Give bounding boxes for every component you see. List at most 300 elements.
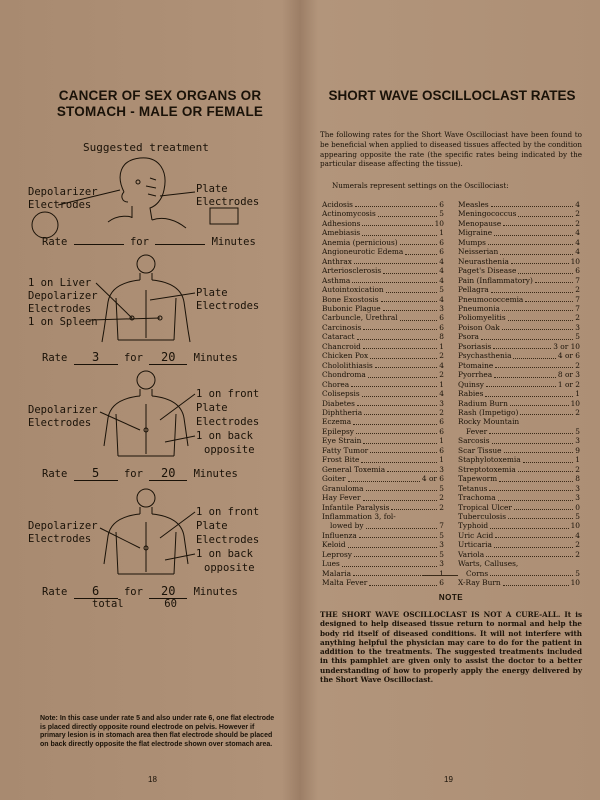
leader-dots [504,446,574,453]
condition-name: Quinsy [458,379,484,389]
condition-name: Frost Bite [322,455,360,465]
rate-value: 2 [575,360,580,370]
fig1-minutes-label: Minutes [211,236,256,248]
condition-name: Neurasthenia [458,256,509,266]
condition-name: Eczema [322,417,352,427]
rate-value: 4 or 6 [421,474,444,484]
leader-dots [375,361,437,368]
fig1-head-drawing [108,158,186,228]
condition-name: Keloid [322,540,346,550]
condition-name: Rash (Impetigo) [458,407,519,417]
rate-value: 2 [439,407,444,417]
right-page-intro: The following rates for the Short Wave Oscillociast have been found to be beneficial when applied to diseased tissues affected by the condition appearing opposite the rate (the specific rates being indicated by the particular disease affecting the tissue). [320,130,582,169]
fig2-for-label: for [123,352,143,364]
fig3-right-label-5: opposite [204,444,255,456]
leader-dots [405,247,437,254]
leader-dots [494,370,556,377]
rate-row [458,313,580,322]
rate-row [458,559,580,568]
rate-value: 3 [439,398,444,408]
fig3-rate-label: Rate [42,468,68,480]
fig4-torso-drawing [104,489,188,574]
leader-dots [362,228,437,235]
fig2-rate-label: Rate [42,352,68,364]
fig3-minutes-label: Minutes [193,468,238,480]
rate-value: 7 [575,275,580,285]
leader-dots [494,228,573,235]
leader-dots [383,304,438,311]
rate-value: 5 [439,530,444,540]
rate-row [458,550,580,559]
leader-dots [498,493,574,500]
fig2-minutes-value: 20 [149,350,187,365]
fig4-minutes-label: Minutes [193,586,238,598]
condition-name: Streptotoxemia [458,464,516,474]
rate-row [458,455,580,464]
fig4-left-label-2: Electrodes [28,533,92,545]
condition-name: Adhesions [322,218,361,228]
condition-name: Tapeworm [458,474,498,484]
condition-name: Diphtheria [322,407,363,417]
rate-row [322,474,444,483]
condition-name: Colisepsis [322,389,360,399]
rate-row [322,436,444,445]
leader-dots [386,285,438,292]
rate-value: 3 or 10 [553,341,580,351]
fig2-liver-pointer [96,283,132,318]
right-page-number: 19 [444,775,453,784]
rate-row [322,323,444,332]
fig3-minutes-value: 20 [149,466,187,481]
fig2-left-label-1: 1 on Liver [28,277,92,289]
leader-dots [503,578,569,585]
leader-dots [364,408,437,415]
rate-row [322,342,444,351]
rate-row [458,323,580,332]
rates-column-2 [458,200,580,588]
leader-dots [342,559,437,566]
fig3-right-label-2: Plate [196,402,228,414]
rate-value: 4 [575,237,580,247]
rate-row [322,219,444,228]
rate-row [458,521,580,530]
condition-name: Bubonic Plague [322,303,381,313]
leader-dots [502,304,573,311]
condition-name: Chondroma [322,370,366,380]
leader-dots [508,512,573,519]
fig1-right-label-1: Plate [196,183,228,195]
rate-value: 10 [434,218,444,228]
condition-name: Mumps [458,237,486,247]
rate-value: 1 [575,389,580,399]
rate-row [458,342,580,351]
condition-name: Granuloma [322,483,364,493]
rate-value: 4 [575,530,580,540]
rate-row [322,313,444,322]
rate-value: 4 [439,275,444,285]
condition-name: Eye Strain [322,436,362,446]
rate-value: 1 [439,228,444,238]
rate-row [322,408,444,417]
rate-row [322,493,444,502]
leader-dots [362,389,438,396]
condition-name: Epilepsy [322,426,354,436]
leader-dots [503,219,573,226]
leader-dots [514,503,573,510]
rate-value: 8 [439,332,444,342]
rate-value: 6 [439,322,444,332]
condition-name: Anemia (pernicious) [322,237,398,247]
leader-dots [348,474,420,481]
rate-row [458,493,580,502]
condition-name: Actinomycosis [322,209,376,219]
rate-row [458,427,580,436]
condition-name: Migraine [458,228,493,238]
fig1-rate-label: Rate [42,236,68,248]
leader-dots [486,380,556,387]
leader-dots [490,569,573,576]
fig4-left-pointer [100,528,140,548]
rate-value: 0 [575,502,580,512]
rate-row [322,209,444,218]
condition-name: Inflammation 3, fol- [322,511,396,521]
rate-value: 1 [439,436,444,446]
fig3-left-label-1: Depolarizer [28,404,98,416]
rate-row [458,399,580,408]
rate-row [458,285,580,294]
rate-row [322,417,444,426]
rate-row [322,276,444,285]
rate-value: 6 [439,313,444,323]
rate-value: 2 [575,464,580,474]
rate-value: 6 [439,200,444,209]
rate-value: 2 [439,370,444,380]
rate-value: 5 [439,483,444,493]
leader-dots [499,474,573,481]
leader-dots [511,257,569,264]
rate-value: 5 [439,209,444,219]
leader-dots [369,578,437,585]
rate-row [458,266,580,275]
rate-value: 3 [575,322,580,332]
fig4-right-label-3: Electrodes [196,534,260,546]
leader-dots [370,351,437,358]
fig1-right-pointer [160,192,195,196]
leader-dots [391,503,437,510]
note-title: NOTE [438,593,464,602]
rate-row [458,503,580,512]
fig1-for-label: for [129,236,149,248]
leader-dots [398,512,442,519]
rate-row [322,550,444,559]
rate-value: 2 [575,218,580,228]
rate-row [322,351,444,360]
rate-row [322,257,444,266]
fig4-rate-label: Rate [42,586,68,598]
fig3-front-pointer [160,394,195,420]
rate-value: 6 [439,247,444,257]
rate-value: 5 [439,549,444,559]
suggested-treatment-label: Suggested treatment [83,141,209,154]
rate-row [458,276,580,285]
rate-row [458,247,580,256]
rate-value: 4 [439,294,444,304]
fig2-right-label-1: Plate [196,287,228,299]
fig3-right-label-1: 1 on front [196,388,260,400]
leader-dots [354,550,437,557]
condition-name: Chorea [322,379,350,389]
rate-row [322,361,444,370]
condition-name: Angioneurotic Edema [322,247,404,257]
leader-dots [361,455,437,462]
condition-name: Acidosis [322,200,353,209]
fig4-right-label-4: 1 on back [196,548,253,560]
rate-row [458,209,580,218]
rate-row [458,361,580,370]
leader-dots [400,313,438,320]
condition-name: Autointoxication [322,285,384,295]
condition-name: Uric Acid [458,530,494,540]
fig3-torso-drawing [104,371,188,456]
rate-value: 4 [575,228,580,238]
condition-name: Chololithiasis [322,360,373,370]
section-divider [422,575,458,576]
rate-row [322,531,444,540]
fig4-for-label: for [123,586,143,598]
condition-name: Sarcosis [458,436,490,446]
rate-value: 6 [439,578,444,588]
condition-name: Meningococcus [458,209,517,219]
rate-row [322,228,444,237]
leader-dots [355,200,437,207]
leader-dots [493,342,551,349]
condition-name: Psychasthenia [458,351,512,361]
leader-dots [485,389,573,396]
rate-row [458,219,580,228]
rate-value: 1 [439,341,444,351]
rate-value: 5 [575,332,580,342]
leader-dots [352,276,437,283]
leader-dots [518,209,573,216]
fig2-plate-pointer [150,293,195,300]
condition-name: Tropical Ulcer [458,502,512,512]
leader-dots [368,370,438,377]
condition-name: Carcinosis [322,322,362,332]
fig4-minutes-value: 20 [149,584,187,599]
condition-name: Bone Exostosis [322,294,379,304]
fig2-left-label-3: Electrodes [28,303,92,315]
rate-row [322,332,444,341]
condition-name: Rabies [458,389,484,399]
leader-dots [520,559,578,566]
fig3-left-pointer [100,412,140,430]
rate-value: 3 [439,464,444,474]
leader-dots [523,455,574,462]
fig2-left-label-2: Depolarizer [28,290,98,302]
rate-value: 6 [439,445,444,455]
rate-value: 10 [570,578,580,588]
condition-name: X-Ray Burn [458,578,501,588]
condition-name: Paget's Disease [458,266,517,276]
leader-dots [363,493,438,500]
rates-column-1 [322,200,444,588]
condition-name: Neisserian [458,247,499,257]
rate-row [322,578,444,587]
rate-row [322,512,444,521]
fig1-left-label-2: Electrodes [28,199,92,211]
rate-value: 7 [439,521,444,531]
left-page-title: CANCER OF SEX ORGANS OR STOMACH - MALE OR FEMALE [56,88,264,119]
rate-value: 7 [575,294,580,304]
fig4-right-label-5: opposite [204,562,255,574]
leader-dots [481,332,573,339]
leader-dots [353,417,437,424]
rate-value: 5 [575,511,580,521]
leader-dots [495,361,573,368]
condition-name: Influenza [322,530,357,540]
rate-value: 9 [575,445,580,455]
rate-row [458,238,580,247]
rate-row [458,474,580,483]
rate-value: 10 [570,398,580,408]
rate-row [322,238,444,247]
fig3-right-label-4: 1 on back [196,430,253,442]
rate-value: 10 [570,256,580,266]
rate-row [458,569,580,578]
rate-value: 4 [439,389,444,399]
condition-name: Pain (Inflammatory) [458,275,533,285]
leader-dots [502,323,574,330]
rate-value: 2 [575,285,580,295]
fig1-left-label-1: Depolarizer [28,186,98,198]
fig4-back-pointer [165,554,195,560]
rate-row [322,285,444,294]
condition-name: Fatty Tumor [322,445,369,455]
rate-row [322,455,444,464]
rate-row [458,228,580,237]
leader-dots [518,266,573,273]
right-page-legend: Numerals represent settings on the Oscillociast: [332,181,509,190]
rate-value: 6 [439,426,444,436]
condition-name: Amebiasis [322,228,361,238]
leader-dots [363,436,437,443]
leader-dots [363,342,437,349]
rate-value: 3 [439,559,444,569]
rate-row [458,408,580,417]
rate-value: 1 [575,455,580,465]
leader-dots [400,238,438,245]
right-page [302,0,600,800]
rate-row [322,370,444,379]
leader-dots [520,408,573,415]
rate-value: 2 [575,407,580,417]
rate-row [458,380,580,389]
rate-row [458,484,580,493]
fig4-left-label-1: Depolarizer [28,520,98,532]
rate-row [322,266,444,275]
rate-row [458,295,580,304]
rate-row [458,351,580,360]
fig1-round-electrode [32,212,58,238]
right-page-title: SHORT WAVE OSCILLOCLAST RATES [328,88,576,103]
rate-row [322,304,444,313]
leader-dots [500,247,573,254]
condition-name: Pyorrhea [458,370,493,380]
rate-row [458,540,580,549]
rate-value: 3 [439,540,444,550]
rate-value: 1 [439,379,444,389]
fig2-left-label-4: 1 on Spleen [28,316,98,328]
rate-value: 2 [575,313,580,323]
fig4-total-label: total [92,598,124,610]
condition-name: Radium Burn [458,398,508,408]
rate-row [322,465,444,474]
rate-row [458,304,580,313]
leader-dots [363,323,437,330]
condition-name: Poison Oak [458,322,500,332]
fig2-right-label-2: Electrodes [196,300,260,312]
condition-name: Poliomyelitis [458,313,506,323]
rate-row [322,446,444,455]
leader-dots [383,266,437,273]
condition-name: Warts, Calluses, [458,559,519,569]
rate-value: 3 [575,436,580,446]
fig2-spleen-pointer [90,318,160,320]
rate-row [458,200,580,209]
fig3-rate-value: 5 [74,466,118,481]
rate-row [458,389,580,398]
rate-row [322,247,444,256]
leader-dots [387,465,437,472]
leader-dots [521,417,578,424]
rate-row [322,503,444,512]
rate-value: 10 [570,521,580,531]
rate-value: 8 [575,474,580,484]
leader-dots [381,295,438,302]
leader-dots [357,399,437,406]
fig3-back-pointer [165,436,195,442]
condition-name: Cataract [322,332,355,342]
rate-value: 5 [575,568,580,578]
condition-name: Fever [466,426,488,436]
leader-dots [354,257,437,264]
rate-row [458,370,580,379]
rate-row [458,531,580,540]
rate-value: 2 [575,549,580,559]
fig2-rate-value: 3 [74,350,118,365]
condition-name: Menopause [458,218,502,228]
left-page-note: Note: In this case under rate 5 and also under rate 6, one flat electrode is placed directly opposite round electrode on pelvis. However if primary lesion is in stomach area then flat electrode should be placed on back directly opposite the flat electrode shown over stomach area. [40,715,275,748]
rate-value: 7 [575,303,580,313]
rate-row [458,465,580,474]
fig4-right-label-1: 1 on front [196,506,260,518]
fig1-right-label-2: Electrodes [196,196,260,208]
condition-name: Hay Fever [322,493,361,503]
leader-dots [492,436,574,443]
rate-row [458,257,580,266]
rate-row [322,484,444,493]
rate-row [322,569,444,578]
leader-dots [378,209,438,216]
leader-dots [348,540,438,547]
leader-dots [491,200,574,207]
condition-name: Trachoma [458,493,496,503]
leader-dots [490,521,568,528]
condition-name: Chancroid [322,341,361,351]
rate-row [322,427,444,436]
rate-value: 6 [575,266,580,276]
fig2-torso-drawing [102,255,190,342]
